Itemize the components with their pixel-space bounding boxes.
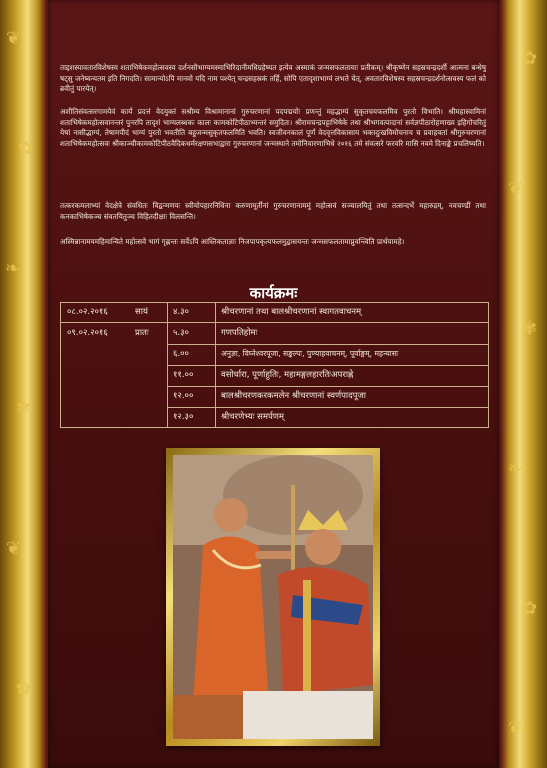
schedule-event: गणपतिहोमः (221, 328, 258, 338)
column-divider (215, 303, 216, 427)
right-floral-ornament-icon: ❧ (508, 458, 524, 479)
schedule-event: बालश्रीचरणकरकमलेन श्रीचरणानां स्वर्णपादपूजा (221, 391, 366, 401)
left-floral-ornament-icon: ❦ (6, 28, 22, 49)
right-floral-ornament-icon: ✾ (522, 318, 538, 339)
schedule-slot: सायं (135, 307, 148, 317)
schedule-event: श्रीचरणानां तथा बालश्रीचरणानां स्वागतवाचनम् (221, 307, 362, 317)
schedule-time: ६.०० (173, 349, 189, 359)
right-floral-ornament-icon: ❦ (508, 718, 524, 739)
right-floral-ornament-icon: ❦ (508, 178, 524, 199)
invitation-paragraph: अस्मिन्नानामयमहिमान्विते महोत्सवे भागं गृह्णन्तः सर्वेऽपि आस्तिकताज्ञाः निजपापकृत्यफलमुद्वासयन्तः जन्मसफलतामाप्नुवन्त्विति प्रार्थयामहे। (60, 237, 405, 247)
left-floral-ornament-icon: ✾ (16, 398, 32, 419)
schedule-table (60, 302, 489, 428)
content-panel (48, 0, 499, 768)
table-row (61, 304, 488, 320)
gold-photo-frame (166, 448, 380, 746)
intro-paragraph: ताद्दशस्यावतारविशेषस्य शताभिषेकमहोत्सवस्य दर्शनसौभाग्यमस्माभिरिदानीमधिग्रहेष्यत इत्येव अस्माकं जन्मसफलतायाः प्रतीकम्। श्रीकृष्णेन सहस्रचन्द्रदर्शी आत्मना बन्धेषु षट्सु जनेष्वन्यतम इति निगदति। सामान्योऽपि मानवो यदि नाम पश्येत् चन्द्रसहस्रकं तर्हि, सोपि एतादृशाभाग्यं लभते चेत्, अवतारविशेषस्य सहस्रचन्द्रदर्शनोत्सवस्य फलं को ब्रवीतुं पारयेत्। (60, 63, 486, 94)
schedule-time: ४.३० (173, 307, 189, 317)
right-floral-ornament-icon: ✿ (522, 48, 538, 69)
left-floral-ornament-icon: ✿ (16, 678, 32, 699)
schedule-time: ५.३० (173, 328, 189, 338)
schedule-date: ०८.०२.२०१६ (67, 307, 108, 317)
left-floral-ornament-icon: ❧ (5, 258, 21, 279)
table-row (61, 409, 488, 425)
schedule-date: ०९.०२.२०१६ (67, 328, 108, 338)
right-floral-ornament-icon: ✿ (522, 598, 538, 619)
table-row (61, 346, 488, 362)
schedule-event: वसोर्धारा, पूर्णाहुतिः, महामङ्गलहारतिःअपराह्णे (221, 370, 354, 380)
schedule-time: १२.३० (173, 412, 194, 422)
schedule-event: अनुज्ञा, विघ्नेश्वरपूजा, सङ्कल्पः, पुण्याहवाचनम्, पूर्वाङ्गम्, महन्यासः (221, 349, 399, 358)
left-floral-ornament-icon: ✿ (18, 138, 34, 159)
framed-photo-gurus (173, 455, 373, 739)
table-row (61, 388, 488, 404)
row-divider (61, 322, 488, 323)
details-paragraph: अशीतिसंवत्सरगामयेवं कार्यं प्रदत्तं वेदयुक्तं सश्रीम्य विश्रामानानां गुरुचरणानां पदपद्मयोः प्रणन्तुं महद्भाग्यं सुकृतचयफलमिव पुरतो विभाति। श्रीमहास्वामिनां शताभिषेकमहोत्सवानन्तरं पुनरपि तादृशं भाग्यलब्धकः कालः कामकोटिपीठाभ्यन्तरं समुदितः। श्रीरामचन्द्रपट्टाभिषेके तथा श्रीभगवत्पादानां सर्वज्ञपीठारोहणाख्य इहिगोचरितुं येषां नासीद्भाग्यं, तेषामपीदं भाग्यं पुरतो भवतीति बहुजन्मसुकृतफलमिति भवति। स्वजीवनकालं पूर्णं वेदवृत्तविकासाय भक्तदुःखविमोचनाय च प्रवाहवतां श्रीगुरुचरणानां शताभिषेकमहोत्सवः श्रीकाञ्चीकामकोटिपीठवैदिकधर्मरक्षणसभाद्वारा गुरुचरणानां जन्मस्थाने तमोनिवारणाभिधे २०१६ तमे संवत्सरे फरवरि मासि नवमे दिनाङ्के प्रचलिष्यति। (60, 107, 486, 148)
rituals-paragraph: तत्करकमलाभ्यां वेदक्षेत्रे संवधितः विद्वन्मणयः स्वीयोपहारनिधिना करुणामूर्तीनां गुरुचरणानाममुं महोत्सवं सञ्चालयितुं तथा तत्सन्दर्भे महारुद्रम्, नवचण्डीं तथा कनकाभिषेकञ्च संवतयितुञ्च विहितदीक्षाः विलसन्ति। (60, 201, 486, 221)
column-divider (167, 303, 168, 427)
table-row (61, 367, 488, 383)
schedule-time: ११.०० (173, 370, 194, 380)
schedule-slot: प्रातः (135, 328, 149, 338)
schedule-event: श्रीचरणेभ्यः समर्पणम् (221, 412, 285, 422)
schedule-title: कार्यक्रमः (249, 284, 298, 302)
left-floral-ornament-icon: ❦ (6, 538, 22, 559)
gurus-photo-icon (173, 455, 373, 739)
table-row (61, 325, 488, 341)
schedule-time: १२.०० (173, 391, 194, 401)
